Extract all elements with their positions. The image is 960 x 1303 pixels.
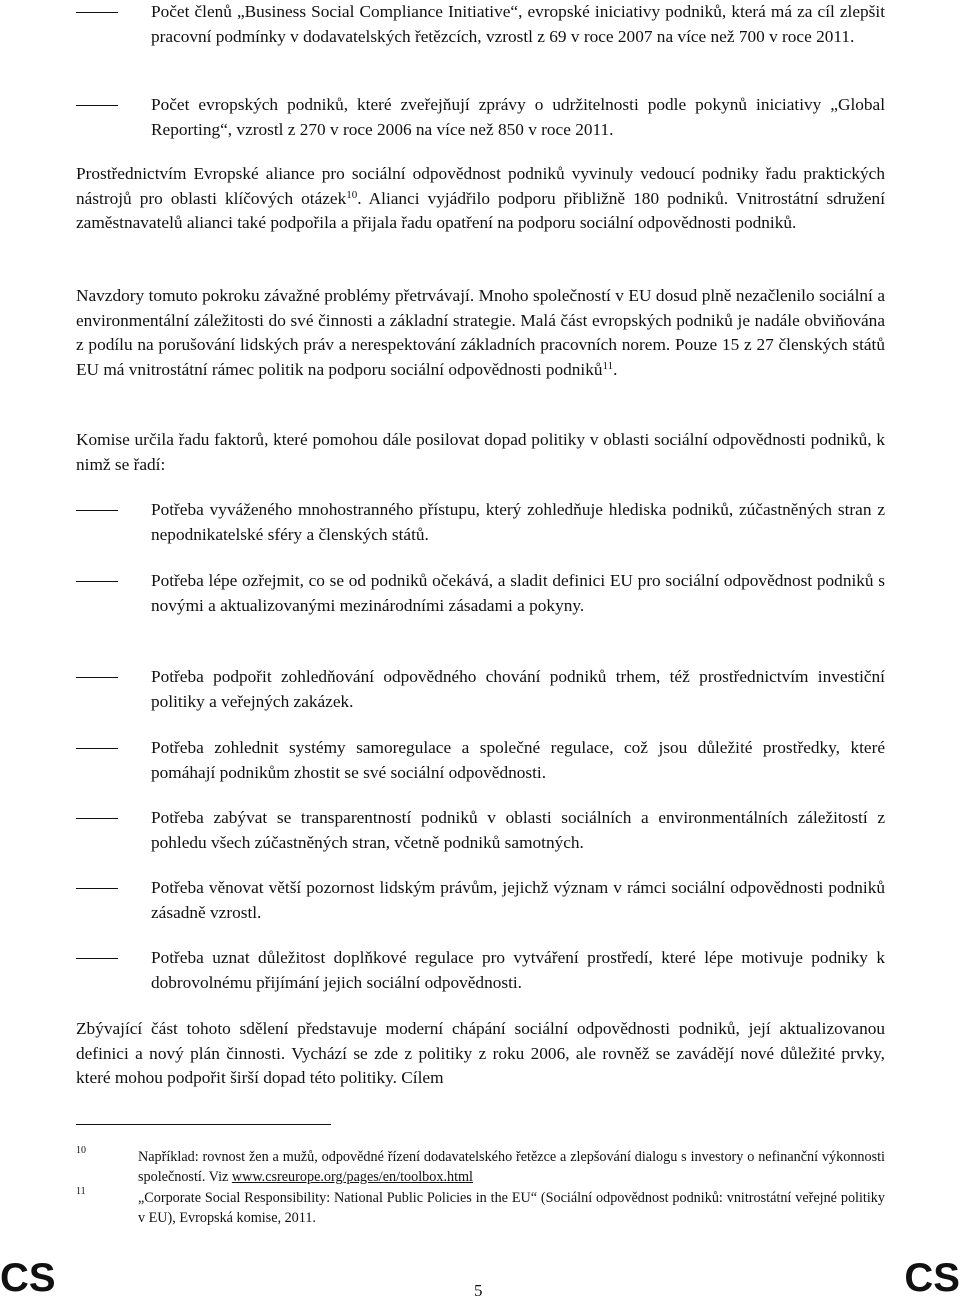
paragraph-factors-intro: Komise určila řadu faktorů, které pomohou dále posilovat dopad politiky v oblasti sociální odpovědnosti podniků, k nimž se řadí: xyxy=(76,430,885,474)
bullet-item xyxy=(76,569,885,618)
bullet-item xyxy=(76,0,885,49)
footnote xyxy=(76,1188,885,1228)
footnote-separator xyxy=(76,1124,331,1125)
bullet-item xyxy=(76,806,885,855)
footnote-number: 11 xyxy=(76,1186,86,1197)
bullet-text: Potřeba vyváženého mnohostranného přístupu, který zohledňuje hlediska podniků, zúčastněných stran z nepodnikatelské sféry a členských států. xyxy=(151,500,885,544)
paragraph-problems xyxy=(76,284,885,382)
bullet-text: Potřeba lépe ozřejmit, co se od podniků očekává, a sladit definici EU pro sociální odpovědnost podniků s novými a aktualizovanými mezinárodními zásadami a pokyny. xyxy=(151,571,885,615)
footnote-ref[interactable]: 10 xyxy=(346,188,358,201)
footnote xyxy=(76,1147,885,1187)
footnote-ref[interactable]: 11 xyxy=(602,359,614,372)
bullet-text: Potřeba věnovat větší pozornost lidským právům, jejichž význam v rámci sociální odpovědnosti podniků zásadně vzrostl. xyxy=(151,878,885,922)
footnote-body: Například: rovnost žen a mužů, odpovědné řízení dodavatelského řetězce a zlepšování dialogu s investory o nefinanční výkonnosti společností. Viz xyxy=(138,1149,885,1185)
bullet-text: Počet členů „Business Social Compliance Initiative“, evropské iniciativy podniků, která má za cíl zlepšit pracovní podmínky v dodavatelských řetězcích, vzrostl z 69 v roce 2007 na více než 700 v roce 2011. xyxy=(151,2,885,46)
bullet-item xyxy=(76,736,885,785)
paragraph-text: . xyxy=(613,359,618,379)
paragraph-text: Navzdory tomuto pokroku závažné problémy přetrvávají. Mnoho společností v EU dosud plně nezačlenilo sociální a environmentální záležitosti do své činnosti a základní strategie. Malá část evropských podniků je nadále obviňována z podílu na porušování lidských práv a nerespektování základních pracovních norem. Pouze 15 z 27 členských států EU má vnitrostátní rámec politik na podporu sociální odpovědnosti podniků xyxy=(76,286,885,379)
toolbox-link[interactable]: www.csreurope.org/pages/en/toolbox.html xyxy=(231,1169,473,1185)
footnote-text xyxy=(138,1147,885,1187)
bullet-item xyxy=(76,93,885,142)
bullet-item xyxy=(76,665,885,714)
footnote-number: 10 xyxy=(76,1145,86,1156)
language-code-right: CS xyxy=(904,1256,960,1300)
page-number: 5 xyxy=(474,1281,483,1300)
bullet-item xyxy=(76,498,885,547)
language-code-left: CS xyxy=(0,1256,56,1300)
paragraph-alliance xyxy=(76,162,885,236)
bullet-text: Potřeba zohlednit systémy samoregulace a společné regulace, což jsou důležité prostředky, které pomáhají podnikům zhostit se své sociální odpovědnosti. xyxy=(151,738,885,782)
paragraph-text: Prostřednictvím Evropské aliance pro sociální odpovědnost podniků vyvinuly vedoucí podniky řadu praktických nástrojů pro oblasti klíčových otázek xyxy=(76,164,885,208)
footnote-text: „Corporate Social Responsibility: National Public Policies in the EU“ (Sociální odpovědnost podniků: vnitrostátní veřejné politiky v EU), Evropská komise, 2011. xyxy=(138,1190,885,1226)
bullet-text: Počet evropských podniků, které zveřejňují zprávy o udržitelnosti podle pokynů iniciativy „Global Reporting“, vzrostl z 270 v roce 2006 na více než 850 v roce 2011. xyxy=(151,95,885,139)
bullet-text: Potřeba zabývat se transparentností podniků v oblasti sociálních a environmentálních záležitostí z pohledu všech zúčastněných stran, včetně podniků samotných. xyxy=(151,808,885,852)
paragraph-remaining: Zbývající část tohoto sdělení představuje moderní chápání sociální odpovědnosti podniků, její aktualizovanou definici a nový plán činnosti. Vychází se zde z politiky z roku 2006, ale rovněž se zavádějí nové důležité prvky, které mohou podpořit širší dopad této politiky. Cílem xyxy=(76,1019,885,1088)
bullet-item xyxy=(76,946,885,995)
bullet-text: Potřeba podpořit zohledňování odpovědného chování podniků trhem, též prostřednictvím investiční politiky a veřejných zakázek. xyxy=(151,667,885,711)
bullet-text: Potřeba uznat důležitost doplňkové regulace pro vytváření prostředí, které lépe motivuje podniky k dobrovolnému přijímání jejich sociální odpovědnosti. xyxy=(151,948,885,992)
paragraph-text: . Alianci vyjádřilo podporu přibližně 180 podniků. Vnitrostátní sdružení zaměstnavatelů alianci také podpořila a přijala řadu opatření na podporu sociální odpovědnosti podniků. xyxy=(76,188,885,233)
bullet-item xyxy=(76,876,885,925)
